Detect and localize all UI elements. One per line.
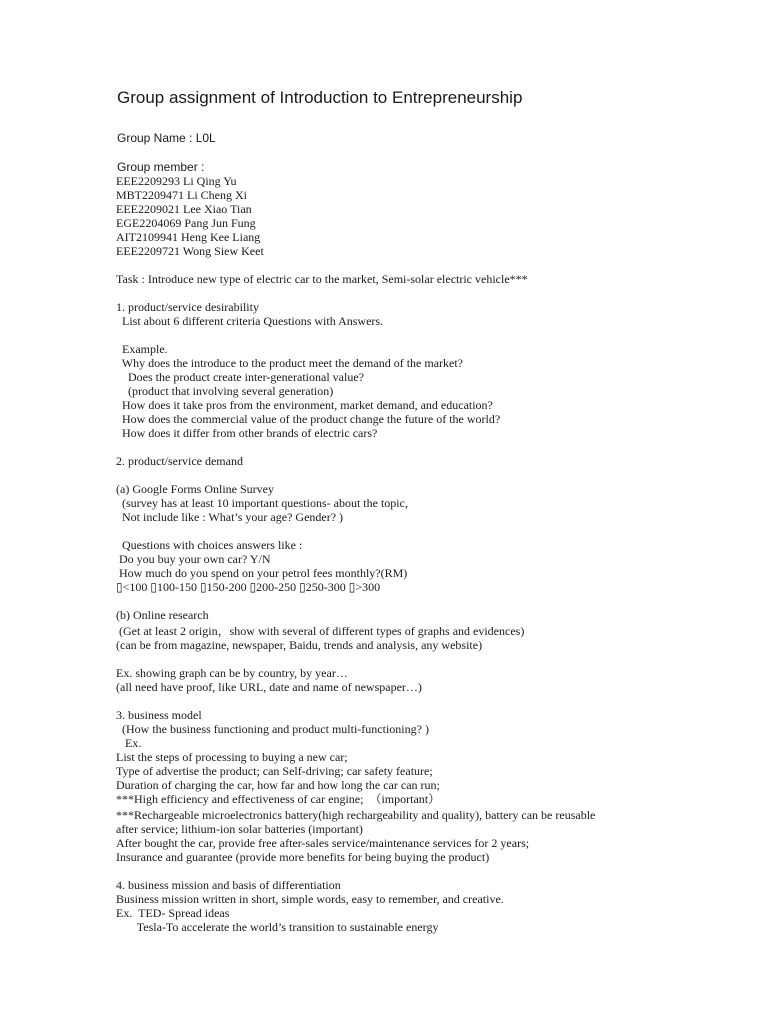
- section2-heading: 2. product/service demand: [116, 454, 243, 468]
- section2-line: Not include like : What’s your age? Gender? ): [116, 510, 344, 524]
- section2-line: (a) Google Forms Online Survey: [116, 482, 274, 496]
- group-name: Group Name : L0L: [117, 131, 216, 145]
- section3-line: Duration of charging the car, how far and how long the car can run;: [116, 778, 440, 792]
- section3-line: Insurance and guarantee (provide more benefits for being buying the product): [116, 850, 490, 864]
- member-3: EEE2209021 Lee Xiao Tian: [116, 202, 252, 216]
- section1-line: (product that involving several generation): [116, 384, 334, 398]
- section1-line: List about 6 different criteria Questions with Answers.: [116, 314, 384, 328]
- section3-line: Type of advertise the product; can Self-driving; car safety feature;: [116, 764, 433, 778]
- section2-line: (all need have proof, like URL, date and name of newspaper…): [116, 680, 422, 694]
- survey-choices-line: ▯<100 ▯100-150 ▯150-200 ▯200-250 ▯250-300 ▯>300: [116, 580, 381, 594]
- section2-line: Questions with choices answers like :: [116, 538, 303, 552]
- section3-line: (How the business functioning and product multi-functioning? ): [116, 722, 429, 736]
- section1-line: Why does the introduce to the product meet the demand of the market?: [116, 356, 463, 370]
- section3-line: ***Rechargeable microelectronics battery(high rechargeability and quality), battery can be reusable: [116, 808, 596, 822]
- section4-line: Ex. TED- Spread ideas: [116, 906, 230, 920]
- section2-line: (b) Online research: [116, 608, 209, 622]
- section2-line: Ex. showing graph can be by country, by year…: [116, 666, 348, 680]
- section1-line: Example.: [116, 342, 168, 356]
- section3-line: Ex.: [116, 736, 142, 750]
- section1-line: Does the product create inter-generational value?: [116, 370, 364, 384]
- section4-line: Business mission written in short, simple words, easy to remember, and creative.: [116, 892, 504, 906]
- task-text: Task : Introduce new type of electric car to the market, Semi-solar electric vehicle***: [116, 272, 528, 286]
- section4-heading: 4. business mission and basis of differentiation: [116, 878, 341, 892]
- member-2: MBT2209471 Li Cheng Xi: [116, 188, 247, 202]
- section3-heading: 3. business model: [116, 708, 202, 722]
- section2-line: (can be from magazine, newspaper, Baidu, trends and analysis, any website): [116, 638, 483, 652]
- section1-heading: 1. product/service desirability: [116, 300, 259, 314]
- section2-line: (Get at least 2 origin，show with several of different types of graphs and evidences): [116, 624, 525, 638]
- section1-line: How does the commercial value of the product change the future of the world?: [116, 412, 501, 426]
- section1-line: How does it differ from other brands of electric cars?: [116, 426, 378, 440]
- member-4: EGE2204069 Pang Jun Fung: [116, 216, 256, 230]
- section3-line: ***High efficiency and effectiveness of car engine; （important）: [116, 792, 441, 806]
- section2-line: How much do you spend on your petrol fees monthly?(RM): [116, 566, 408, 580]
- section3-line: After bought the car, provide free after-sales service/maintenance services for 2 years;: [116, 836, 530, 850]
- section1-line: How does it take pros from the environment, market demand, and education?: [116, 398, 493, 412]
- section3-line: after service; lithium-ion solar batteries (important): [116, 822, 363, 836]
- member-6: EEE2209721 Wong Siew Keet: [116, 244, 264, 258]
- group-member-heading: Group member :: [117, 160, 205, 174]
- member-5: AIT2109941 Heng Kee Liang: [116, 230, 261, 244]
- section2-line: Do you buy your own car? Y/N: [116, 552, 271, 566]
- section4-line: Tesla-To accelerate the world’s transition to sustainable energy: [116, 920, 439, 934]
- member-1: EEE2209293 Li Qing Yu: [116, 174, 237, 188]
- section2-line: (survey has at least 10 important questions- about the topic,: [116, 496, 408, 510]
- document-title: Group assignment of Introduction to Entrepreneurship: [117, 88, 523, 107]
- section3-line: List the steps of processing to buying a new car;: [116, 750, 348, 764]
